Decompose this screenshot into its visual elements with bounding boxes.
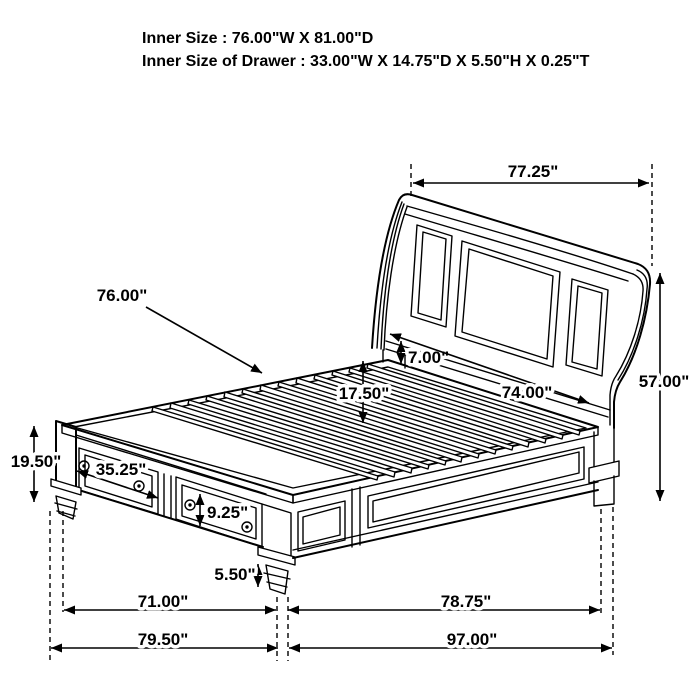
dim-footboard-height-label: 19.50" bbox=[10, 452, 62, 471]
dim-footboard-span-label: 71.00" bbox=[137, 592, 189, 611]
dim-headboard-width bbox=[413, 162, 649, 183]
dim-headboard-inner-width-label: 74.00" bbox=[501, 383, 553, 402]
dim-bed-height-label: 57.00" bbox=[638, 372, 690, 391]
dim-side-rail-span bbox=[288, 592, 600, 611]
dim-footboard-span bbox=[64, 592, 276, 611]
dim-footboard-height bbox=[11, 426, 62, 502]
dim-side-rail-span-label: 78.75" bbox=[440, 592, 492, 611]
dim-overall-depth-label: 97.00" bbox=[446, 630, 498, 649]
dim-overall-width-label: 79.50" bbox=[137, 630, 189, 649]
dim-leg-height-label: 5.50" bbox=[214, 565, 256, 584]
dim-slat-width-label: 76.00" bbox=[96, 286, 148, 305]
dim-overall-depth bbox=[289, 630, 612, 649]
dim-slat-width bbox=[97, 286, 262, 373]
dim-slat-depth-label: 17.50" bbox=[338, 384, 390, 403]
inner-size-line: Inner Size : 76.00"W X 81.00"D bbox=[142, 30, 374, 47]
headboard-right-leg bbox=[589, 428, 619, 506]
extension-lines bbox=[50, 164, 652, 661]
dim-leg-height bbox=[214, 564, 258, 587]
dim-headboard-panel-gap-label: 7.00" bbox=[408, 348, 450, 367]
dim-drawer-front-height-label: 9.25" bbox=[207, 503, 249, 522]
dim-headboard-width-label: 77.25" bbox=[507, 162, 559, 181]
dim-headboard-panel-gap bbox=[401, 341, 449, 367]
dim-drawer-width-label: 35.25" bbox=[95, 460, 147, 479]
inner-drawer-size-line: Inner Size of Drawer : 33.00"W X 14.75"D X 5.50"H X 0.25"T bbox=[142, 53, 590, 70]
dim-overall-width bbox=[51, 630, 278, 649]
